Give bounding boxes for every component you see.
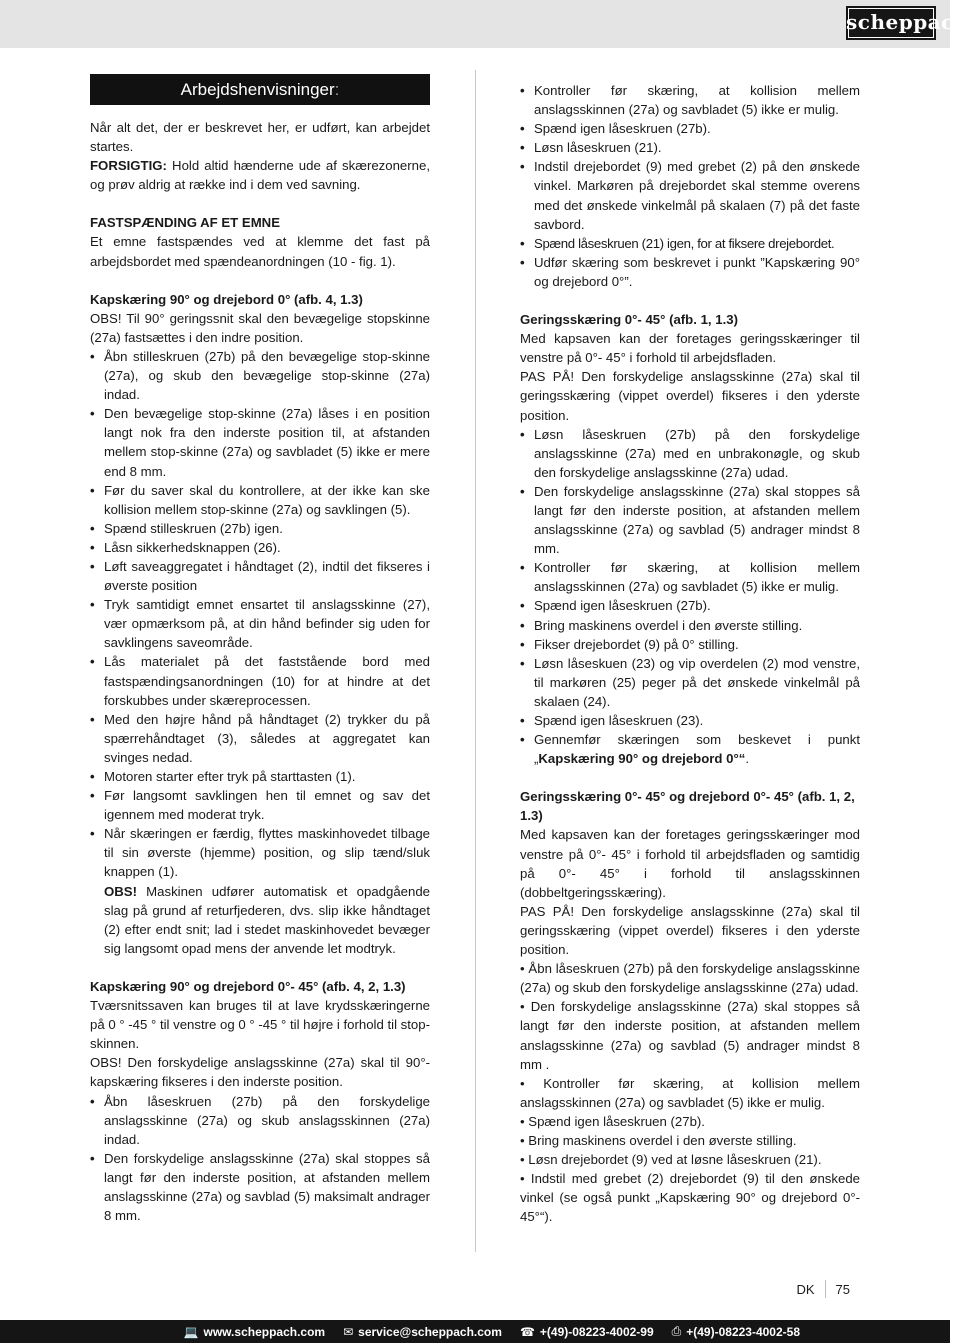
compound-line: • Den forskydelige anslagsskinne (27a) skal stoppes så langt før den inderste position, at afstanden mellem anslagsskinne (27a) og savblad (5) andrager mindst 8 mm . — [520, 999, 860, 1072]
fix-text: Et emne fastspændes ved at klemme det fast på arbejdsbordet med spændeanordningen (10 - fig. 1). — [90, 234, 430, 269]
miter-last-bold: Kapskæring 90° og drejebord 0°“ — [538, 751, 746, 767]
compound-line: • Kontroller før skæring, at kollision mellem anslagsskinnen (27a) og savbladet (5) ikke er mulig. — [520, 1075, 860, 1110]
footer-phone — [520, 1325, 654, 1339]
caution-paragraph — [90, 156, 430, 194]
left-column — [90, 118, 430, 1225]
list-item: • Spænd igen låseskruen (23). — [520, 711, 860, 730]
list-item: • Spænd igen låseskruen (27b). — [520, 596, 860, 615]
compound-line: • Indstil med grebet (2) drejebordet (9) til den ønskede vinkel (se også punkt „Kapskæring 90° og drejebord 0°- 45°“). — [520, 1171, 860, 1225]
right-column — [520, 81, 860, 1226]
list-item: • Kontroller før skæring, at kollision mellem anslagsskinnen (27a) og savbladet (5) ikke er mulig. — [520, 558, 860, 596]
list-item — [90, 824, 430, 958]
fix-heading: FASTSPÆNDING AF ET EMNE — [90, 215, 281, 231]
envelope-icon: ✉ — [343, 1324, 354, 1339]
cut2-list — [90, 1092, 430, 1226]
list-item: • Bring maskinens overdel i den øverste stilling. — [520, 616, 860, 635]
list-item: • Fikser drejebordet (9) på 0° stilling. — [520, 635, 860, 654]
continued-list — [520, 81, 860, 291]
obs-text: Maskinen udfører automatisk et opadgående slag på grund af returfjederen, dvs. slip ikke håndtaget (2) efter endt snit; lad i stedet maskinhovedet bevæger sig langsomt opad mens der anvende let modtryk. — [104, 883, 430, 956]
spacer — [520, 291, 860, 310]
list-item: • Motoren starter efter tryk på starttasten (1). — [90, 767, 430, 786]
laptop-icon: 💻 — [183, 1324, 199, 1339]
footer-phone-text: +(49)-08223-4002-99 — [539, 1324, 654, 1339]
cut1-list — [90, 347, 430, 958]
list-item: • Løsn låseskruen (27b) på den forskydelige anslagsskinne (27a) med en unbrakonøgle, og skub den forskydelige anslagsskinne (27a) udad. — [520, 425, 860, 482]
list-item: • Lås materialet på det faststående bord med fastspændingsanordningen (10) for at hindre at det forskubbes under skæreprocessen. — [90, 652, 430, 709]
intro-text: Når alt det, der er beskrevet her, er udført, kan arbejdet startes. — [90, 120, 430, 155]
list-item: • Åbn stilleskruen (27b) på den bevægelige stop-skinne (27a), og skub den bevægelige stop-skinne (27a) indad. — [90, 347, 430, 404]
spacer — [90, 194, 430, 213]
caution-text: Hold altid hænderne ude af skærezonerne, og prøv aldrig at række ind i dem ved savning. — [90, 158, 430, 193]
language-code: DK — [796, 1281, 815, 1297]
list-item: • Kontroller før skæring, at kollision mellem anslagsskinnen (27a) og savbladet (5) ikke er mulig. — [520, 81, 860, 119]
cut2-heading: Kapskæring 90° og drejebord 0°- 45° (afb. 4, 2, 1.3) — [90, 978, 406, 994]
column-divider — [475, 70, 476, 1252]
header-bar — [0, 0, 969, 48]
page-number: 75 — [835, 1281, 850, 1297]
footer-bar — [0, 1320, 950, 1343]
footer-email-text: service@scheppach.com — [358, 1324, 502, 1339]
footer-web[interactable] — [184, 1325, 326, 1339]
compound-text-1: Med kapsaven kan der foretages geringsskæringer mod venstre på 0°- 45° i forhold til arbejdsfladen og samtidig på 0°- 45° i forhold til anslagsskinnen (dobbeltgeringsskæring). — [520, 827, 860, 900]
miter-text-1: Med kapsaven kan der foretages geringsskæringer til venstre på 0°- 45° i forhold til arbejdsfladen. — [520, 331, 860, 366]
section-title — [90, 74, 430, 105]
footer-web-text: www.scheppach.com — [203, 1324, 326, 1339]
section-title-colon: : — [334, 80, 340, 99]
list-item: • Den forskydelige anslagsskinne (27a) skal stoppes så langt før den inderste position, at afstanden mellem anslagsskinne (27a) og savblad (5) maksimalt andrager 8 mm. — [90, 1149, 430, 1225]
miter-last-suffix: . — [745, 751, 750, 767]
list-item: • Løsn låseskuen (23) og vip overdelen (2) mod venstre, til markøren (25) peger på det ønskede vinkelmål på skalaen (24). — [520, 654, 860, 711]
footer-email[interactable] — [343, 1325, 502, 1339]
cut1-heading: Kapskæring 90° og drejebord 0° (afb. 4, 1.3) — [90, 291, 363, 307]
list-item: • Løft saveaggregatet i håndtaget (2), indtil det fikseres i øverste position — [90, 557, 430, 595]
list-item-text: Når skæringen er færdig, flyttes maskinhovedet tilbage til sin øverste (hjemme) position, og slip tænd/sluk knappen (1). — [104, 826, 430, 880]
miter-heading: Geringsskæring 0°- 45° (afb. 1, 1.3) — [520, 312, 738, 328]
compound-line: • Løsn drejebordet (9) ved at løsne låseskruen (21). — [520, 1152, 822, 1168]
list-item: • Spænd låseskruen (21) igen, for at fiksere drejebordet. — [520, 234, 860, 253]
footer-fax — [672, 1324, 800, 1339]
miter-last-prefix: Gennemfør skæringen som beskevet i punkt „ — [534, 732, 860, 767]
section-title-text: Arbejdshenvisninger — [180, 80, 335, 99]
compound-line: • Spænd igen låseskruen (27b). — [520, 1113, 705, 1129]
spacer — [90, 271, 430, 290]
caution-label: FORSIGTIG: — [90, 158, 167, 174]
compound-text-2: PAS PÅ! Den forskydelige anslagsskinne (27a) skal til geringsskæring (vippet overdel) fikseres i den yderste position. — [520, 903, 860, 958]
list-item: • Før langsomt savklingen hen til emnet og sav det igennem med moderat tryk. — [90, 786, 430, 824]
list-item: • Løsn låseskruen (21). — [520, 138, 860, 157]
scheppach-logo: scheppach — [846, 6, 936, 40]
list-item: • Indstil drejebordet (9) med grebet (2) på den ønskede vinkel. Markøren på drejebordet skal stemme overens med det ønskede vinkelmål på skalaen (7) på det faste savbord. — [520, 157, 860, 233]
list-item: • Udfør skæring som beskrevet i punkt ”Kapskæring 90° og drejebord 0°”. — [520, 253, 860, 291]
compound-heading: Geringsskæring 0°- 45° og drejebord 0°- 45° (afb. 1, 2, 1.3) — [520, 789, 855, 824]
list-item — [520, 730, 860, 768]
page-number-box — [796, 1280, 850, 1298]
list-item: • Tryk samtidigt emnet ensartet til anslagsskinne (27), vær opmærksom på, at din hånd befinder sig uden for savklingens saveområde. — [90, 595, 430, 652]
phone-icon: ☎ — [519, 1324, 535, 1339]
spacer — [90, 958, 430, 977]
list-item: • Med den højre hånd på håndtaget (2) trykker du på spærrehåndtaget (3), således at aggregatet kan svinges nedad. — [90, 710, 430, 767]
fax-icon: ⎙ — [671, 1324, 682, 1338]
list-item: • Låsn sikkerhedsknappen (26). — [90, 538, 430, 557]
list-item: • Den forskydelige anslagsskinne (27a) skal stoppes så langt før den inderste position, at afstanden mellem anslagsskinne (27a) og savblad (5) andrager mindst 8 mm. — [520, 482, 860, 558]
cut2-text-1: Tværsnitssaven kan bruges til at lave krydsskæringerne på 0 ° -45 ° til venstre og 0 ° -45 ° til højre i forhold til stop-skinnen. — [90, 998, 430, 1052]
list-item: • Spænd stilleskruen (27b) igen. — [90, 519, 430, 538]
list-item: • Åbn låseskruen (27b) på den forskydelige anslagsskinne (27a) og skub anslagsskinnen (27a) indad. — [90, 1092, 430, 1149]
spacer — [520, 768, 860, 787]
miter-list — [520, 425, 860, 769]
cut1-text: OBS! Til 90° geringssnit skal den bevægelige stopskinne (27a) fastsættes i den indre position. — [90, 310, 430, 345]
compound-line: • Åbn låseskruen (27b) på den forskydelige anslagsskinne (27a) og skub den forskydelige anslagsskinne (27a) udad. — [520, 961, 860, 996]
list-item: • Den bevægelige stop-skinne (27a) låses i en position langt nok fra den inderste position til, at afstanden mellem stop-skinne (27a) og savbladet (5) ikke er mere end 8 mm. — [90, 404, 430, 480]
obs-label: OBS! — [104, 883, 137, 899]
cut2-text-2: OBS! Den forskydelige anslagsskinne (27a) skal til 90°-kapskæring fikseres i den inderste position. — [90, 1055, 430, 1090]
list-item: • Før du saver skal du kontrollere, at der ikke kan ske kollision mellem stop-skinne (27a) og savklingen (5). — [90, 481, 430, 519]
list-item: • Spænd igen låseskruen (27b). — [520, 119, 860, 138]
miter-text-2: PAS PÅ! Den forskydelige anslagsskinne (27a) skal til geringsskæring (vippet overdel) fikseres i den yderste position. — [520, 369, 860, 423]
footer-fax-text: +(49)-08223-4002-58 — [686, 1324, 800, 1339]
compound-line: • Bring maskinens overdel i den øverste stilling. — [520, 1132, 797, 1148]
obs-note — [104, 882, 430, 958]
